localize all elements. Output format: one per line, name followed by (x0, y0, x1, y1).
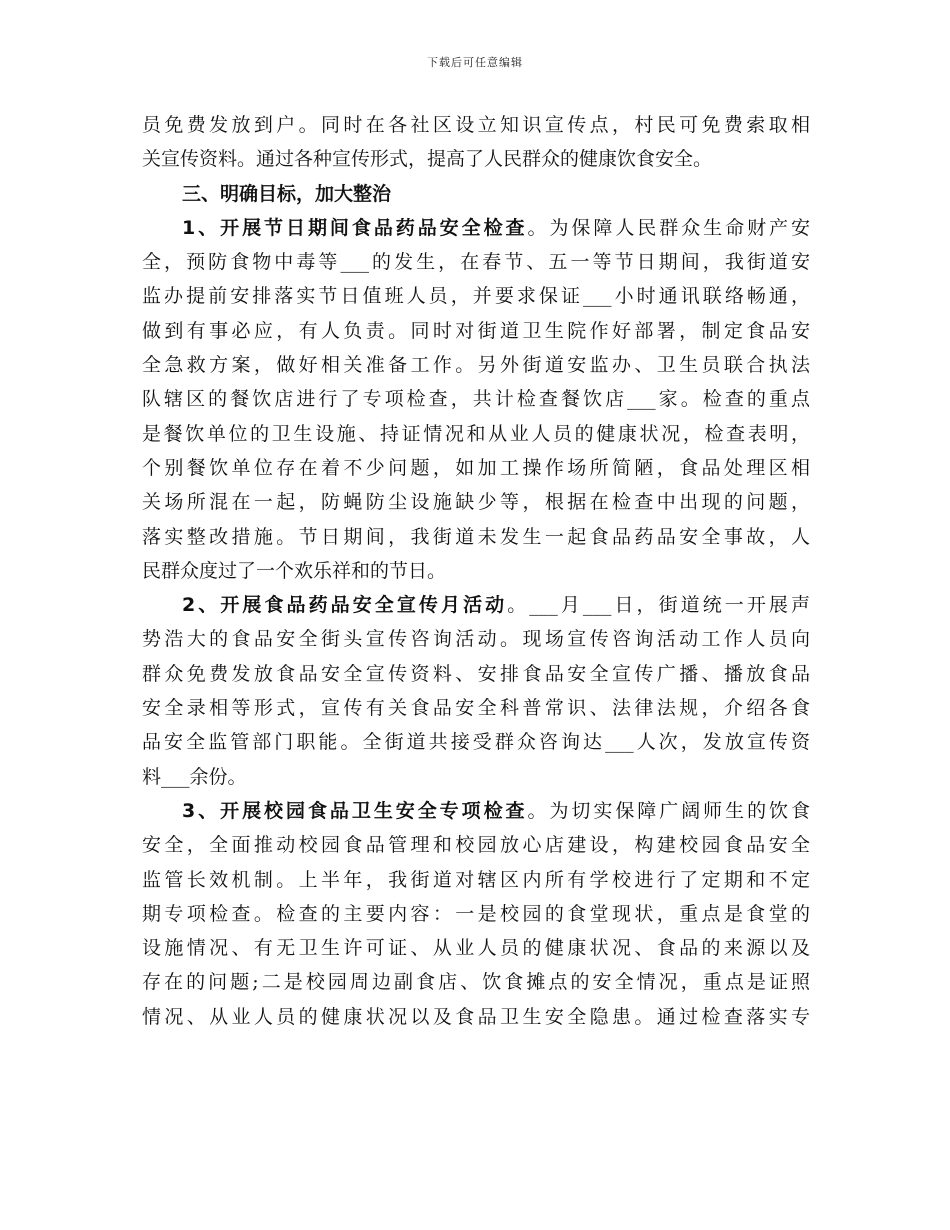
text-line: 全急救方案，做好相关准备工作。另外街道安监办、卫生员联合执法 (142, 354, 810, 377)
paragraph-first-line (142, 211, 810, 245)
text-line: 安全录相等形式，宣传有关食品安全科普常识、法律法规，介绍各食 (142, 697, 810, 720)
text-line: 安全，全面推动校园食品管理和校园放心店建设，构建校园食品安全 (142, 834, 810, 857)
text-line: 是餐饮单位的卫生设施、持证情况和从业人员的健康状况，检查表明， (142, 422, 810, 445)
text-line: 关宣传资料。通过各种宣传形式，提高了人民群众的健康饮食安全。 (142, 148, 713, 171)
text-line: 队辖区的餐饮店进行了专项检查，共计检查餐饮店___家。检查的重点 (142, 388, 810, 411)
text-line: 关场所混在一起，防蝇防尘设施缺少等，根据在检查中出现的问题， (142, 491, 810, 514)
text-line: 个别餐饮单位存在着不少问题，如加工操作场所简陋，食品处理区相 (142, 456, 810, 479)
paragraph-first-line (142, 588, 810, 622)
text-line: 料___余份。 (142, 765, 247, 788)
header-note: 下载后可任意编辑 (427, 56, 523, 69)
text-span: 。为切实保障广阔师生的饮食 (527, 799, 810, 822)
item-title: 2、开展食品药品安全宣传月活动 (182, 594, 508, 617)
section-heading: 三、明确目标，加大整治 (182, 182, 392, 205)
item-title: 3、开展校园食品卫生安全专项检查 (182, 799, 528, 822)
text-line: 民群众度过了一个欢乐祥和的节日。 (142, 559, 447, 582)
paragraph-first-line (142, 794, 810, 828)
text-line: 员免费发放到户。同时在各社区设立知识宣传点，村民可免费索取相 (142, 114, 810, 136)
item-title: 1、开展节日期间食品药品安全检查 (182, 216, 528, 239)
text-line: 监办提前安排落实节日值班人员，并要求保证___小时通讯联络畅通， (142, 285, 810, 308)
document-body (142, 108, 810, 1034)
text-line: 情况、从业人员的健康状况以及食品卫生安全隐患。通过检查落实专 (142, 1005, 810, 1028)
text-line: 品安全监管部门职能。全街道共接受群众咨询达___人次，发放宣传资 (142, 731, 810, 754)
text-line: 期专项检查。检查的主要内容：一是校园的食堂现状，重点是食堂的 (142, 902, 810, 925)
text-line: 落实整改措施。节日期间，我街道未发生一起食品药品安全事故，人 (142, 525, 810, 548)
text-line: 设施情况、有无卫生许可证、从业人员的健康状况、食品的来源以及 (142, 937, 810, 960)
text-span: 。为保障人民群众生命财产安 (527, 216, 810, 239)
text-line: 群众免费发放食品安全宣传资料、安排食品安全宣传广播、播放食品 (142, 662, 810, 685)
text-line: 做到有事必应，有人负责。同时对街道卫生院作好部署，制定食品安 (142, 319, 810, 342)
text-line: 全，预防食物中毒等___的发生，在春节、五一等节日期间，我街道安 (142, 251, 810, 274)
text-span: 。___月___日，街道统一开展声 (507, 594, 810, 617)
text-line: 存在的问题;二是校园周边副食店、饮食摊点的安全情况，重点是证照 (142, 971, 810, 994)
text-line: 监管长效机制。上半年，我街道对辖区内所有学校进行了定期和不定 (142, 868, 810, 891)
text-line: 势浩大的食品安全街头宣传咨询活动。现场宣传咨询活动工作人员向 (142, 628, 810, 651)
